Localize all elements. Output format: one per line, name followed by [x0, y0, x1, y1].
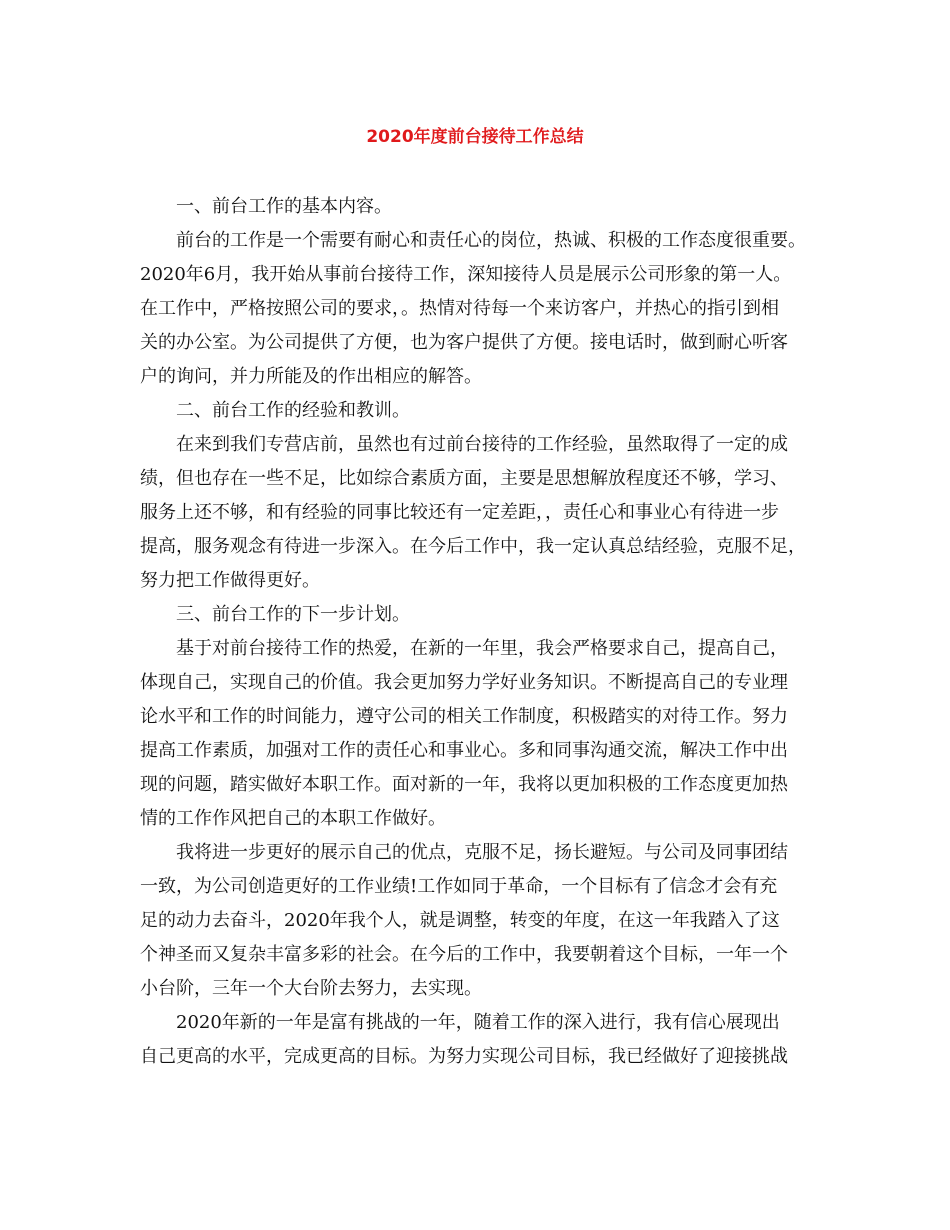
paragraph-line: 户的询问，并力所能及的作出相应的解答。 [140, 366, 482, 387]
paragraph-line: 现的问题，踏实做好本职工作。面对新的一年，我将以更加积极的工作态度更加热 [140, 774, 788, 795]
paragraph-line: 小台阶，三年一个大台阶去努力，去实现。 [140, 978, 482, 999]
paragraph-line: 前台的工作是一个需要有耐心和责任心的岗位，热诚、积极的工作态度很重要。 [176, 230, 806, 251]
paragraph-line: 服务上还不够，和有经验的同事比较还有一定差距，，责任心和事业心有待进一步 [140, 502, 779, 523]
paragraph [140, 836, 835, 1006]
paragraph-line: 我将进一步更好的展示自己的优点，克服不足，扬长避短。与公司及同事团结 [176, 842, 788, 863]
paragraph-line: 2020年6月，我开始从事前台接待工作，深知接待人员是展示公司形象的第一人。 [140, 264, 792, 285]
paragraph-line: 绩，但也存在一些不足，比如综合素质方面，主要是思想解放程度还不够，学习、 [140, 468, 788, 489]
paragraph-line: 提高，服务观念有待进一步深入。在今后工作中，我一定认真总结经验，克服不足， [140, 536, 806, 557]
paragraph-line: 足的动力去奋斗，2020年我个人，就是调整，转变的年度，在这一年我踏入了这 [140, 910, 780, 931]
paragraph-line: 提高工作素质，加强对工作的责任心和事业心。多和同事沟通交流，解决工作中出 [140, 740, 788, 761]
paragraph [140, 224, 835, 394]
paragraph-line: 关的办公室。为公司提供了方便，也为客户提供了方便。接电话时，做到耐心听客 [140, 332, 788, 353]
paragraph-line: 个神圣而又复杂丰富多彩的社会。在今后的工作中，我要朝着这个目标，一年一个 [140, 944, 788, 965]
paragraph [140, 1006, 835, 1074]
paragraph-line: 体现自己，实现自己的价值。我会更加努力学好业务知识。不断提高自己的专业理 [140, 672, 788, 693]
paragraph-line: 一致，为公司创造更好的工作业绩!工作如同于革命，一个目标有了信念才会有充 [140, 876, 778, 897]
paragraph-line: 情的工作作风把自己的本职工作做好。 [140, 808, 446, 829]
paragraph-line: 2020年新的一年是富有挑战的一年，随着工作的深入进行，我有信心展现出 [176, 1012, 780, 1033]
paragraph-line: 在工作中，严格按照公司的要求，。热情对待每一个来访客户，并热心的指引到相 [140, 298, 779, 319]
paragraph [140, 632, 835, 836]
section-heading-1: 一、前台工作的基本内容。 [176, 196, 392, 217]
paragraph-line: 在来到我们专营店前，虽然也有过前台接待的工作经验，虽然取得了一定的成 [176, 434, 788, 455]
section-heading-3: 三、前台工作的下一步计划。 [176, 604, 410, 625]
paragraph-line: 自己更高的水平，完成更高的目标。为努力实现公司目标，我已经做好了迎接挑战 [140, 1046, 788, 1067]
paragraph-line: 努力把工作做得更好。 [140, 570, 320, 591]
paragraph [140, 428, 835, 598]
paragraph-line: 论水平和工作的时间能力，遵守公司的相关工作制度，积极踏实的对待工作。努力 [140, 706, 788, 727]
document-body [140, 190, 835, 1074]
paragraph-line: 基于对前台接待工作的热爱，在新的一年里，我会严格要求自己，提高自己， [176, 638, 788, 659]
document-title: 2020年度前台接待工作总结 [366, 127, 584, 147]
section-heading-2: 二、前台工作的经验和教训。 [176, 400, 410, 421]
